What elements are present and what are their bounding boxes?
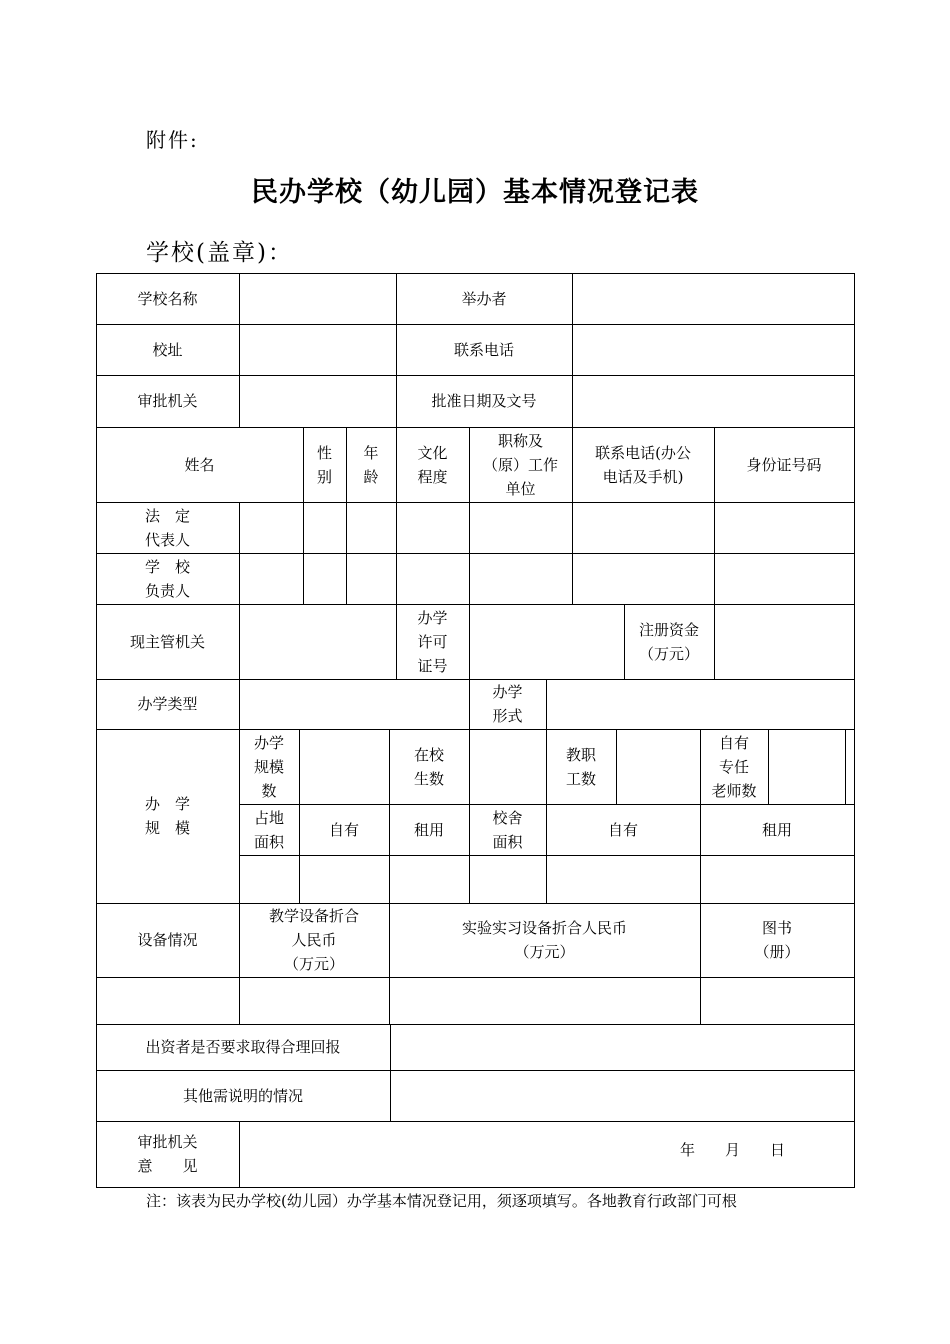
table-hline: [96, 1187, 855, 1188]
approval-authority-label: 审批机关: [137, 392, 198, 410]
legal-representative-label: 法 定 代表人: [144, 506, 190, 549]
table-vline: [768, 729, 769, 805]
footnote: 注：该表为民办学校(幼儿园）办学基本情况登记用，须逐项填写。各地教育行政部门可根: [146, 1192, 737, 1210]
table-vline: [714, 604, 715, 680]
other-notes-label: 其他需说明的情况: [182, 1086, 303, 1105]
approval-date-label: 批准日期及文号: [431, 392, 537, 410]
table-vline: [239, 1121, 240, 1188]
school-form-label: 办学 形式: [492, 683, 523, 725]
school-name-label: 学校名称: [137, 289, 198, 308]
founder-label: 举办者: [461, 289, 507, 308]
books-label: 图书 （册）: [754, 919, 800, 961]
address-label: 校址: [152, 340, 183, 359]
title-unit-header: 职称及 （原）工作 单位: [482, 431, 558, 498]
table-vline: [616, 729, 617, 805]
contact-phone-header: 联系电话(办公 电话及手机): [595, 443, 691, 486]
form-title: 民办学校（幼儿园）基本情况登记表: [251, 177, 699, 208]
school-type-label: 办学类型: [137, 695, 198, 713]
table-vline: [469, 729, 470, 805]
table-vline: [239, 679, 240, 730]
table-vline: [854, 273, 855, 1188]
building-rented-label: 租用: [761, 820, 792, 839]
table-hline: [96, 977, 855, 978]
teachers-label: 自有 专任 老师数: [711, 733, 757, 800]
education-header: 文化 程度: [417, 443, 448, 486]
table-vline: [239, 502, 240, 605]
table-vline: [239, 273, 240, 428]
name-header: 姓名: [184, 455, 215, 474]
id-number-header: 身份证号码: [746, 455, 822, 474]
table-hline: [239, 855, 855, 856]
approval-opinion-label: 审批机关 意 见: [137, 1133, 198, 1175]
building-area-label: 校舍 面积: [492, 808, 523, 851]
table-vline: [845, 729, 846, 805]
land-rented-label: 租用: [413, 820, 444, 839]
students-label: 在校 生数: [413, 745, 444, 788]
table-vline: [572, 273, 573, 428]
attachment-label: 附件:: [146, 128, 199, 152]
table-vline: [390, 1024, 391, 1122]
seal-label: 学校(盖章)：: [146, 240, 293, 266]
table-vline: [469, 604, 470, 680]
scale-label: 办 学 规 模: [144, 795, 190, 837]
age-header: 年 龄: [363, 443, 379, 486]
staff-label: 教职 工数: [565, 745, 596, 788]
teaching-equipment-label: 教学设备折合 人民币 （万元）: [268, 907, 359, 973]
school-head-label: 学 校 负责人: [144, 557, 190, 600]
table-vline: [299, 729, 300, 805]
investor-return-label: 出资者是否要求取得合理回报: [145, 1038, 341, 1056]
supervisor-label: 现主管机关: [129, 632, 205, 651]
scale-size-label: 办学 规模 数: [253, 733, 284, 800]
lab-equipment-label: 实验实习设备折合人民币 （万元）: [461, 919, 627, 961]
table-vline: [239, 604, 240, 680]
license-label: 办学 许可 证号: [417, 608, 448, 675]
building-owned-label: 自有: [607, 820, 638, 839]
date-label: 年 月 日: [680, 1140, 786, 1159]
table-vline: [546, 679, 547, 730]
equipment-label: 设备情况: [137, 931, 198, 949]
land-area-label: 占地 面积: [253, 808, 284, 851]
gender-header: 性 别: [316, 443, 332, 486]
capital-label: 注册资金 （万元）: [638, 620, 699, 663]
phone-label: 联系电话: [453, 340, 514, 359]
land-owned-label: 自有: [328, 820, 359, 839]
